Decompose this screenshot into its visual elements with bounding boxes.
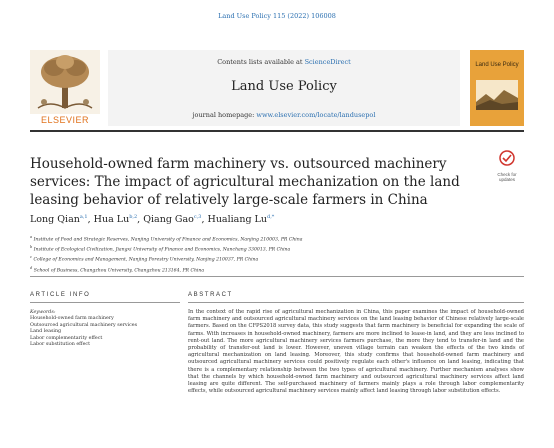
check-updates-icon (499, 150, 515, 168)
affiliation-item: $^d$ School of Business, Changzhou University, Changzhou 213164, PR China (30, 265, 205, 274)
keyword-item: Household-owned farm machinery (30, 316, 114, 322)
contents-line (108, 58, 460, 66)
abstract-text: In the context of the rapid rise of agricultural mechanization in China, this paper examines the impact of household-owned farm machinery and outsourced agricultural machinery services on the land leasing behavior of Chinese relatively large-scale farmers. Based on the CFPS2018 survey data, this study suggests that farm machinery is beneficial for expanding the scale of farms. With increases in household-owned machinery, farmers are more inclined to lease-in land, and they are less inclined to rent-out land. The more agricultural machinery services farmers purchase, the more they tend to transfer-in land and the probability of transfer-out land is lower. However, uneven village terrain can weaken the effects of the two kinds of agricultural mechanization on land leasing. Moreover, this study confirms that household-owned farm machinery and outsourced agricultural machinery services could positively regulate each other's influence on land leasing, indicating that there is a complementary relationship between the two types of agricultural machinery. Further mechanism analyses show that the channels by which household-owned farm machinery and outsourced agricultural machinery services affect land leasing are quite different. The self-purchased machinery of farmers mainly plays a role through labor complementarity effects, while outsourced agricultural machinery services mainly affect land leasing through labor substitution effects. (188, 309, 524, 395)
keywords-label: Keywords: (30, 310, 56, 315)
affiliation-list (30, 234, 524, 275)
homepage-prefix: journal homepage: (192, 111, 257, 119)
affiliation-item: $^c$ College of Economics and Management, Nanjing Forestry University, Nanjing 210037, PR China (30, 255, 259, 263)
author-name[interactable]: Hualiang $Lu^{d,*}$ (207, 214, 275, 226)
article-info-divider (30, 302, 180, 303)
article-info-heading: ARTICLE INFO (30, 292, 91, 298)
affiliation-item: $^a$ Institute of Food and Strategic Reserves, Nanjing University of Finance and Economics, Nanjing 210003, PR China (30, 235, 303, 243)
journal-homepage-line (108, 111, 460, 119)
author-list: Long Qian$^{a,1}$, Hua Lu$^{b,2}$, Qiang Gao$^{c,3}$, Hualiang $Lu^{d,*}$ (30, 214, 275, 226)
keyword-item: Labor complementarity effect (30, 335, 103, 341)
sciencedirect-link[interactable]: ScienceDirect (304, 58, 351, 66)
keyword-item: Outsourced agricultural machinery services (30, 322, 138, 328)
author-name[interactable]: Qiang Gao$^{c,3}$ (143, 214, 202, 226)
cover-title: Land Use Policy (475, 62, 519, 68)
header-divider (30, 130, 524, 132)
contents-prefix: Contents lists available at (217, 58, 305, 66)
article-title: Household-owned farm machinery vs. outsourced machinery services: The impact of agricultural mechanization on the land leasing behavior of relatively large-scale farmers in China (30, 156, 460, 208)
section-divider (30, 276, 524, 277)
journal-name: Land Use Policy (231, 79, 337, 94)
keywords-block (30, 310, 180, 348)
elsevier-tree-logo (30, 50, 100, 122)
affiliation-item: $^b$ Institute of Ecological Civilization, Jiangxi University of Finance and Economics, Nanchang 330013, PR China (30, 245, 291, 253)
check-updates-label: Check for updates (497, 172, 517, 182)
keyword-item: Land leasing (30, 329, 62, 335)
check-for-updates-badge[interactable] (492, 150, 522, 184)
elsevier-logo-text: ELSEVIER (40, 115, 90, 125)
journal-homepage-link[interactable]: www.elsevier.com/locate/landusepol (256, 111, 376, 119)
cover-image (476, 80, 518, 110)
journal-citation[interactable]: Land Use Policy 115 (2022) 106008 (218, 12, 336, 20)
author-name[interactable]: Long Qian$^{a,1}$ (30, 214, 88, 226)
abstract-divider (188, 302, 524, 303)
keyword-item: Labor substitution effect (30, 342, 91, 348)
author-name[interactable]: Hua Lu$^{b,2}$ (93, 214, 138, 226)
abstract-heading: ABSTRACT (188, 292, 233, 298)
